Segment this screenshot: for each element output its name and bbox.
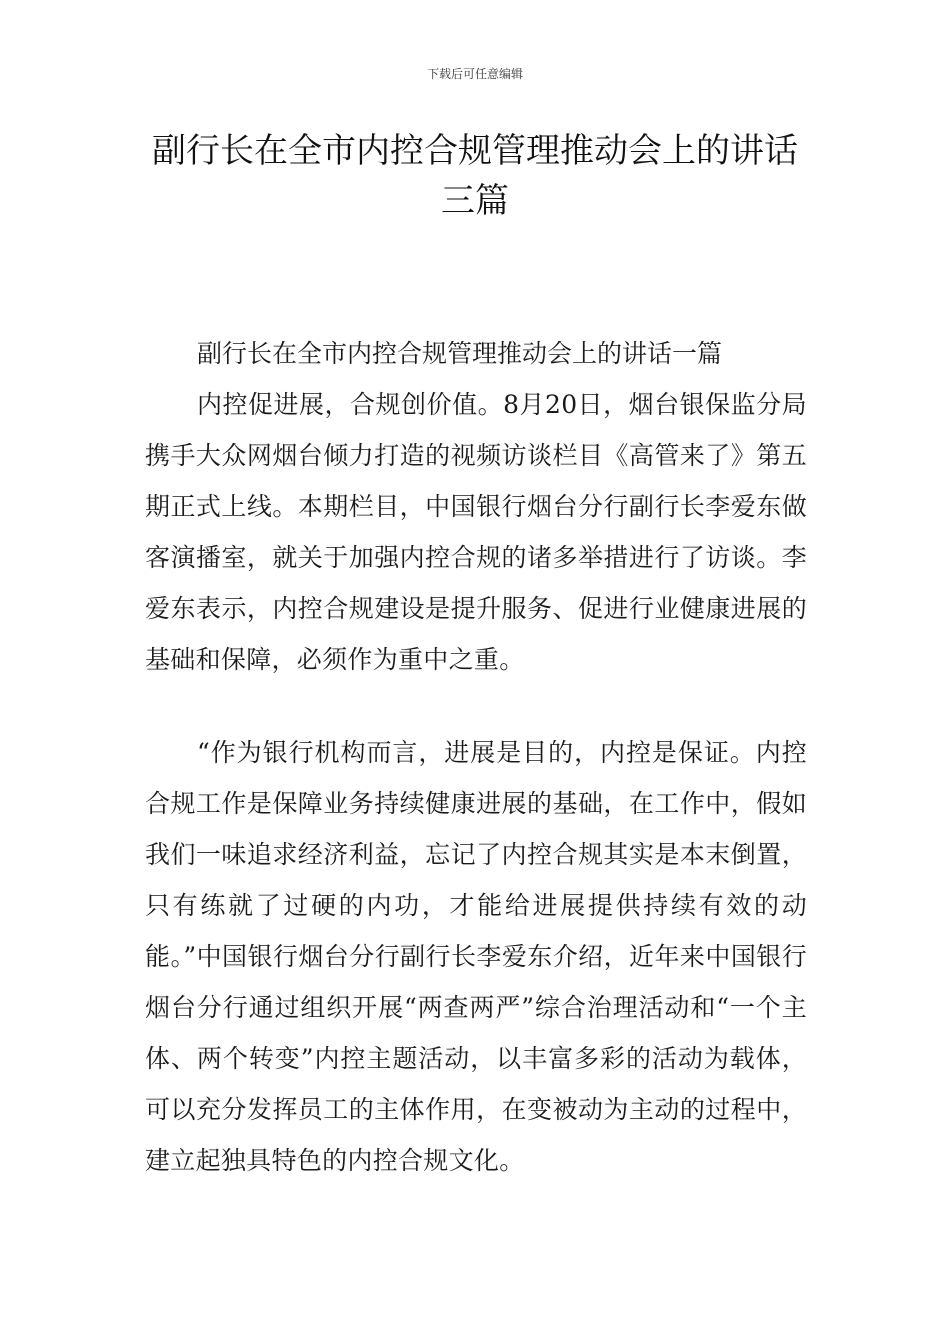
document-title: 副行长在全市内控合规管理推动会上的讲话三篇 — [152, 131, 798, 221]
paragraph-2: “作为银行机构而言，进展是目的，内控是保证。内控合规工作是保障业务持续健康进展的基础，在工作中，假如我们一味追求经济利益，忘记了内控合规其实是本末倒置，只有练就了过硬的内功，才能给进展提供持续有效的动能。”中国银行烟台分行副行长李爱东介绍，近年来中国银行烟台分行通过组织开展“两查两严”综合治理活动和“一个主体、两个转变”内控主题活动，以丰富多彩的活动为载体，可以充分发挥员工的主体作用，在变被动为主动的过程中，建立起独具特色的内控合规文化。 — [145, 738, 807, 1175]
header-note: 下载后可任意编辑 — [426, 67, 523, 81]
paragraph-1: 内控促进展，合规创价值。8月20日，烟台银保监分局携手大众网烟台倾力打造的视频访谈栏目《高管来了》第五期正式上线。本期栏目，中国银行烟台分行副行长李爱东做客演播室，就关于加强内控合规的诸多举措进行了访谈。李爱东表示，内控合规建设是提升服务、促进行业健康进展的基础和保障，必须作为重中之重。 — [145, 390, 807, 674]
section-subtitle: 副行长在全市内控合规管理推动会上的讲话一篇 — [197, 339, 723, 368]
